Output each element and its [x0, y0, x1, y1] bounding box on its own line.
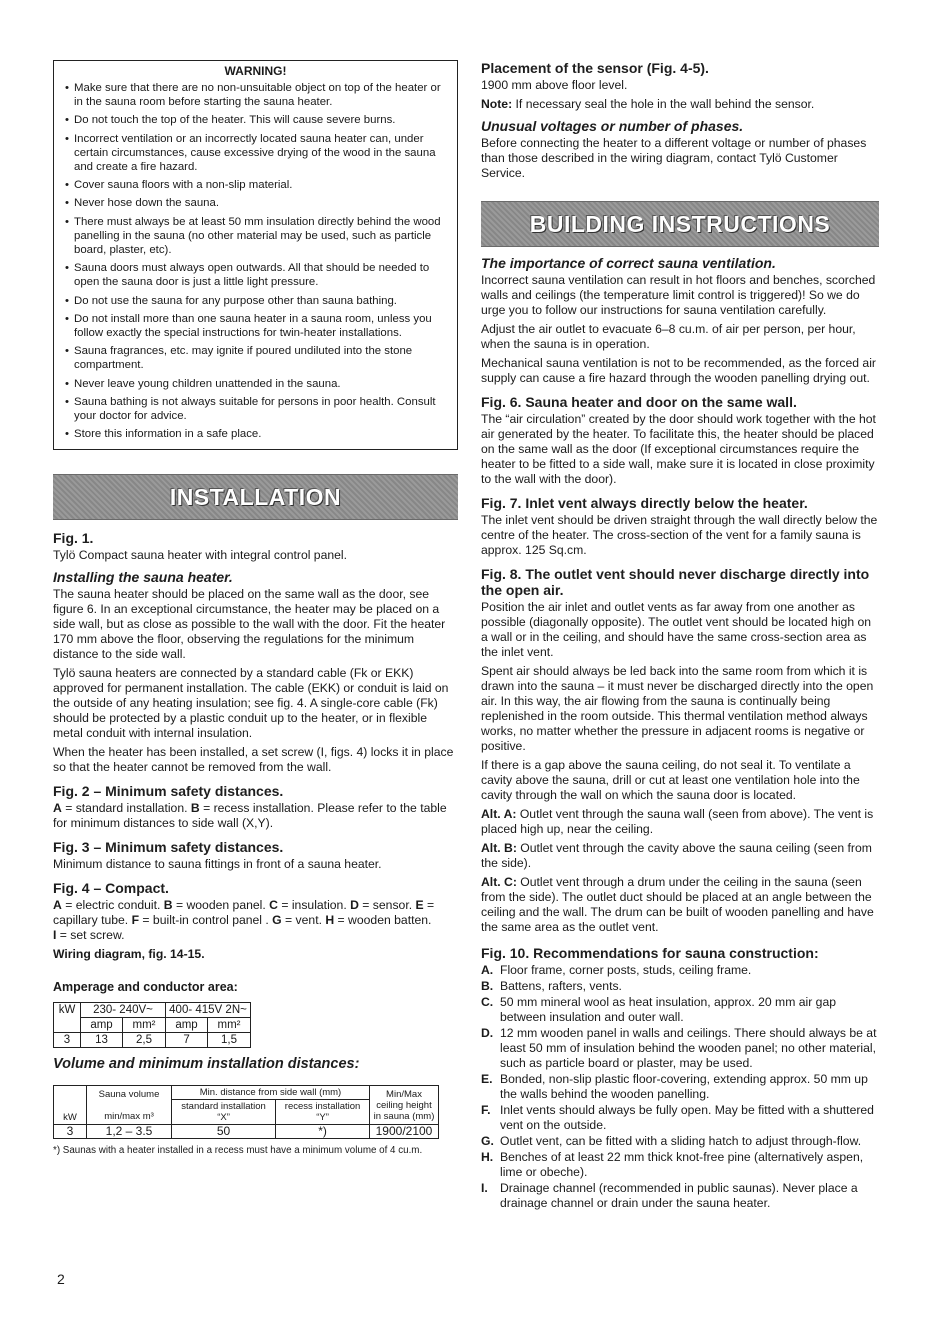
- vol-recess-header: [276, 1100, 370, 1125]
- vol-recess-label: recess installation: [284, 1101, 361, 1113]
- volume-footnote: *) Saunas with a heater installed in a recess must have a minimum volume of 4 cu.m.: [53, 1145, 423, 1157]
- construction-text: Benches of at least 22 mm thick knot-free pine (alternatively aspen, lime or obeche).: [500, 1150, 864, 1179]
- unusual-voltages-heading: Unusual voltages or number of phases.: [481, 118, 744, 134]
- fig4-label: F: [131, 913, 140, 928]
- building-banner: [481, 201, 879, 247]
- vol-volume-label: Sauna volume: [98, 1088, 160, 1100]
- vol-recess-symbol: “Y”: [316, 1112, 329, 1124]
- amperage-heading: Amperage and conductor area:: [53, 980, 238, 995]
- construction-letter: I.: [481, 1181, 488, 1195]
- fig4-text: = vent.: [281, 913, 326, 928]
- alt-b-text: [481, 841, 879, 871]
- installing-paragraph: The sauna heater should be placed on the same wall as the door, see figure 6. In an exceptional circumstance, the heater may be placed on a side wall, but as close as possible to the wall with the door. Fit the heater 170 mm above the floor, observing the regulations for the minimum distance to the side wall.: [53, 587, 446, 662]
- ventilation-paragraph: Incorrect sauna ventilation can result in hot floors and benches, scorched walls and ceilings (the temperature limit control is triggered)! So we do urge you to follow our instructions for sauna ventilation carefully.: [481, 273, 876, 317]
- alt-a-label: Alt. A:: [481, 807, 517, 821]
- sensor-heading: Placement of the sensor (Fig. 4-5).: [481, 60, 709, 76]
- fig2-text: [53, 801, 458, 831]
- construction-text: Floor frame, corner posts, studs, ceiling frame.: [500, 963, 752, 977]
- alt-c-description: Outlet vent through a drum under the ceiling in the sauna (seen from the side). The outlet duct should be placed at an angle between the ceiling and the wall. The drum can be built of wooden panelling and have the same area as the outlet vent.: [481, 875, 874, 934]
- page-number: 2: [57, 1271, 65, 1287]
- vol-standard-symbol: “X”: [217, 1112, 230, 1124]
- wiring-reference: Wiring diagram, fig. 14-15.: [53, 947, 205, 962]
- amp-cell: 3: [54, 1033, 81, 1048]
- volume-table: [53, 1085, 439, 1139]
- fig6-heading: Fig. 6. Sauna heater and door on the same wall.: [481, 394, 797, 410]
- construction-letter: D.: [481, 1026, 494, 1040]
- vol-standard-header: [172, 1100, 276, 1125]
- sensor-text: 1900 mm above floor level.: [481, 78, 628, 92]
- fig3-heading: Fig. 3 – Minimum safety distances.: [53, 839, 284, 856]
- unusual-voltages-text: Before connecting the heater to a different voltage or number of phases than those described in the wiring diagram, contact Tylö Customer Service.: [481, 136, 867, 180]
- construction-item: [481, 995, 879, 1025]
- alt-c-label: Alt. C:: [481, 875, 517, 889]
- ventilation-paragraph: Adjust the air outlet to evacuate 6–8 cu.m. of air per person, per hour, when the sauna is in operation.: [481, 322, 856, 351]
- fig4-text: = electric conduit.: [61, 898, 164, 913]
- installing-heading: Installing the sauna heater.: [53, 569, 233, 586]
- fig8-paragraph: If there is a gap above the sauna ceiling, do not seal it. To ventilate a cavity above the sauna, drill or cut at least one ventilation hole into the cavity through the wall on which the sauna door is located.: [481, 758, 860, 802]
- vol-cell: 1,2 – 3.5: [87, 1125, 172, 1139]
- alt-a-description: Outlet vent through the sauna wall (seen from above). The vent is placed high up, near the ceiling.: [481, 807, 874, 836]
- construction-item: [481, 1150, 879, 1180]
- construction-text: 50 mm mineral wool as heat insulation, approx. 20 mm air gap between insulation and outer wall.: [500, 995, 836, 1024]
- construction-item: [481, 1103, 879, 1133]
- warning-item: • Make sure that there are no non-unsuitable object on top of the heater or in the sauna room before starting the sauna heater.: [62, 81, 449, 109]
- fig8-heading: Fig. 8. The outlet vent should never discharge directly into the open air.: [481, 566, 870, 598]
- fig6-text: The “air circulation” created by the door should work together with the hot air generated by the heater. To facilitate this, the heater should be placed on the same wall as the door (If exceptional circumstances require the heater to be fitted to a side wall, make sure it is located in close proximity to the wall with the door).: [481, 412, 876, 486]
- fig2-text-a: = standard installation.: [61, 801, 191, 816]
- fig4-text: = capillary tube.: [53, 898, 435, 928]
- vol-ceiling-label: ceiling height: [376, 1099, 432, 1111]
- warning-item: • Never leave young children unattended in the sauna.: [62, 377, 449, 391]
- construction-text: Drainage channel (recommended in public saunas). Never place a drainage channel or drain under the sauna heater.: [500, 1181, 858, 1210]
- fig4-text: = set screw.: [56, 928, 125, 943]
- warning-item: • Sauna bathing is not always suitable for persons in poor health. Consult your doctor for advice.: [62, 395, 449, 423]
- vol-volume-header: [87, 1086, 172, 1125]
- fig4-label: G: [272, 913, 282, 928]
- alt-b-description: Outlet vent through the cavity above the sauna ceiling (seen from the side).: [481, 841, 872, 870]
- fig4-heading: Fig. 4 – Compact.: [53, 880, 169, 897]
- construction-text: Outlet vent, can be fitted with a sliding hatch to adjust through-flow.: [500, 1134, 862, 1148]
- amp-col-header: amp: [166, 1018, 208, 1033]
- fig2-label-a: A: [53, 801, 62, 816]
- amp-voltage-400: 400- 415V 2N~: [166, 1003, 251, 1018]
- fig4-label: E: [415, 898, 424, 913]
- construction-item: [481, 979, 879, 994]
- construction-letter: A.: [481, 963, 494, 977]
- fig2-text-b: = recess installation. Please refer to the table for minimum distances to side wall (X,Y).: [53, 801, 447, 831]
- installation-banner-title: INSTALLATION: [169, 483, 342, 510]
- amp-col-header: mm²: [123, 1018, 166, 1033]
- vol-ceiling-label: in sauna (mm): [373, 1110, 435, 1122]
- construction-letter: G.: [481, 1134, 494, 1148]
- fig4-label: B: [163, 898, 173, 913]
- installing-paragraph: Tylö sauna heaters are connected by a standard cable (Fk or EKK) approved for permanent installation. The cable (EKK) or conduit is laid on the outside of any heating insulation; see fig. 4. A single-core cable (Fk) should be protected by a plastic conduit up to the heater, or in flexible metal conduit with internal insulation.: [53, 666, 449, 741]
- amp-cell: 7: [166, 1033, 208, 1048]
- fig4-text: = sensor.: [358, 898, 413, 913]
- sensor-note-text: If necessary seal the hole in the wall behind the sensor.: [512, 97, 815, 111]
- fig4-text: = insulation.: [277, 898, 351, 913]
- vol-cell: *): [276, 1125, 370, 1139]
- warning-item: • Incorrect ventilation or an incorrectly located sauna heater can, under certain circumstances, cause excessive drying of the wood in the sauna and create a fire hazard.: [62, 132, 449, 175]
- warning-box: [53, 60, 458, 450]
- warning-item: • Do not install more than one sauna heater in a sauna room, unless you follow exactly the special instructions for twin-heater installations.: [62, 312, 449, 340]
- fig4-text: = wooden panel.: [172, 898, 270, 913]
- fig4-label: D: [350, 898, 359, 913]
- fig7-heading: Fig. 7. Inlet vent always directly below the heater.: [481, 495, 808, 511]
- alt-a-text: [481, 807, 879, 837]
- warning-item: • Do not touch the top of the heater. This will cause severe burns.: [62, 113, 449, 127]
- sensor-note-label: Note:: [481, 97, 513, 111]
- warning-item: • There must always be at least 50 mm insulation directly behind the wood panelling in the sauna (no other material may be used, such as particle board, plaster, etc).: [62, 215, 449, 258]
- fig4-label: H: [325, 913, 335, 928]
- vol-cell: 3: [54, 1125, 87, 1139]
- warning-list: [62, 81, 449, 441]
- construction-text: Inlet vents should always be fully open. May be fitted with a shuttered vent on the outside.: [500, 1103, 874, 1132]
- construction-item: [481, 1134, 879, 1149]
- construction-list: [481, 963, 879, 1211]
- amp-cell: 13: [81, 1033, 123, 1048]
- amp-cell: 2,5: [123, 1033, 166, 1048]
- fig1-heading: Fig. 1.: [53, 530, 94, 547]
- amp-cell: 1,5: [208, 1033, 251, 1048]
- right-column: [481, 60, 879, 1212]
- fig3-text: Minimum distance to sauna fittings in front of a sauna heater.: [53, 857, 382, 872]
- warning-item: • Sauna doors must always open outwards. All that should be needed to open the sauna door is just a little light pressure.: [62, 261, 449, 289]
- warning-item: • Do not use the sauna for any purpose other than sauna bathing.: [62, 294, 449, 308]
- fig4-text: = built-in control panel .: [139, 913, 273, 928]
- vol-distance-header: Min. distance from side wall (mm): [172, 1086, 370, 1100]
- amp-voltage-230: 230- 240V~: [81, 1003, 166, 1018]
- vol-standard-label: standard installation: [181, 1101, 266, 1113]
- fig4-legend: [53, 898, 458, 943]
- warning-item: • Cover sauna floors with a non-slip material.: [62, 178, 449, 192]
- installing-paragraph: When the heater has been installed, a set screw (I, figs. 4) locks it in place so that the heater cannot be removed from the wall.: [53, 745, 454, 775]
- fig2-label-b: B: [190, 801, 200, 816]
- construction-item: [481, 1026, 879, 1071]
- construction-text: Bonded, non-slip plastic floor-covering, extending approx. 50 mm up the walls behind the wooden panelling.: [500, 1072, 868, 1101]
- amperage-table: [53, 1002, 251, 1048]
- warning-title: WARNING!: [224, 64, 287, 78]
- vol-kw-header: kW: [54, 1086, 87, 1125]
- fig2-heading: Fig. 2 – Minimum safety distances.: [53, 783, 284, 800]
- installation-banner: [53, 474, 458, 520]
- vol-ceiling-label: Min/Max: [386, 1088, 422, 1100]
- fig4-text: = wooden batten.: [334, 913, 432, 928]
- fig1-text: Tylö Compact sauna heater with integral control panel.: [53, 548, 348, 563]
- warning-item: • Store this information in a safe place.: [62, 427, 449, 441]
- fig4-label: I: [53, 928, 57, 943]
- ventilation-paragraph: Mechanical sauna ventilation is not to be recommended, as the forced air supply can cause a fire hazard through the wooden panelling drying out.: [481, 356, 876, 385]
- construction-letter: H.: [481, 1150, 494, 1164]
- construction-letter: C.: [481, 995, 494, 1009]
- ventilation-heading: The importance of correct sauna ventilation.: [481, 255, 776, 271]
- construction-item: [481, 1072, 879, 1102]
- warning-item: • Sauna fragrances, etc. may ignite if poured undiluted into the stone compartment.: [62, 344, 449, 372]
- fig10-heading: Fig. 10. Recommendations for sauna construction:: [481, 945, 819, 961]
- volume-heading: Volume and minimum installation distances:: [53, 1056, 360, 1073]
- construction-text: Battens, rafters, vents.: [500, 979, 622, 993]
- construction-item: [481, 963, 879, 978]
- amp-col-header: amp: [81, 1018, 123, 1033]
- amp-col-header: mm²: [208, 1018, 251, 1033]
- construction-letter: E.: [481, 1072, 493, 1086]
- building-banner-title: BUILDING INSTRUCTIONS: [529, 210, 831, 237]
- construction-letter: B.: [481, 979, 494, 993]
- construction-text: 12 mm wooden panel in walls and ceilings. There should always be at least 50 mm of insulation behind the wooden panel; no other material, such as particle board or plaster, may be used.: [500, 1026, 877, 1070]
- fig7-text: The inlet vent should be driven straight through the wall directly below the centre of the heater. The cross-section of the vent for a family sauna is approx. 125 Sq.cm.: [481, 513, 878, 557]
- amp-kw-header: kW: [54, 1003, 81, 1033]
- construction-item: [481, 1181, 879, 1211]
- warning-item: • Never hose down the sauna.: [62, 196, 449, 210]
- sensor-note: [481, 97, 879, 112]
- vol-cell: 50: [172, 1125, 276, 1139]
- vol-volume-unit: min/max m³: [104, 1110, 154, 1122]
- alt-c-text: [481, 875, 879, 935]
- vol-cell: 1900/2100: [370, 1125, 439, 1139]
- vol-ceiling-header: [370, 1086, 439, 1125]
- fig4-label: C: [269, 898, 278, 913]
- fig8-paragraph: Spent air should always be led back into the same room from which it is drawn into the sauna – it must never be discharged directly into the open air. In this way, the air flowing from the sauna is continually being replenished in the room outside. This thermal ventilation method always works, no matter whether the pressure in adjacent rooms is negative or positive.: [481, 664, 874, 753]
- construction-letter: F.: [481, 1103, 491, 1117]
- fig8-paragraph: Position the air inlet and outlet vents as far away from one another as possible (diagonally opposite). The outlet vent should be located high on a wall or in the ceiling, and should have the same cross-section area as the inlet vent.: [481, 600, 872, 659]
- fig4-label: A: [53, 898, 62, 913]
- left-column: [53, 60, 458, 1162]
- alt-b-label: Alt. B:: [481, 841, 517, 855]
